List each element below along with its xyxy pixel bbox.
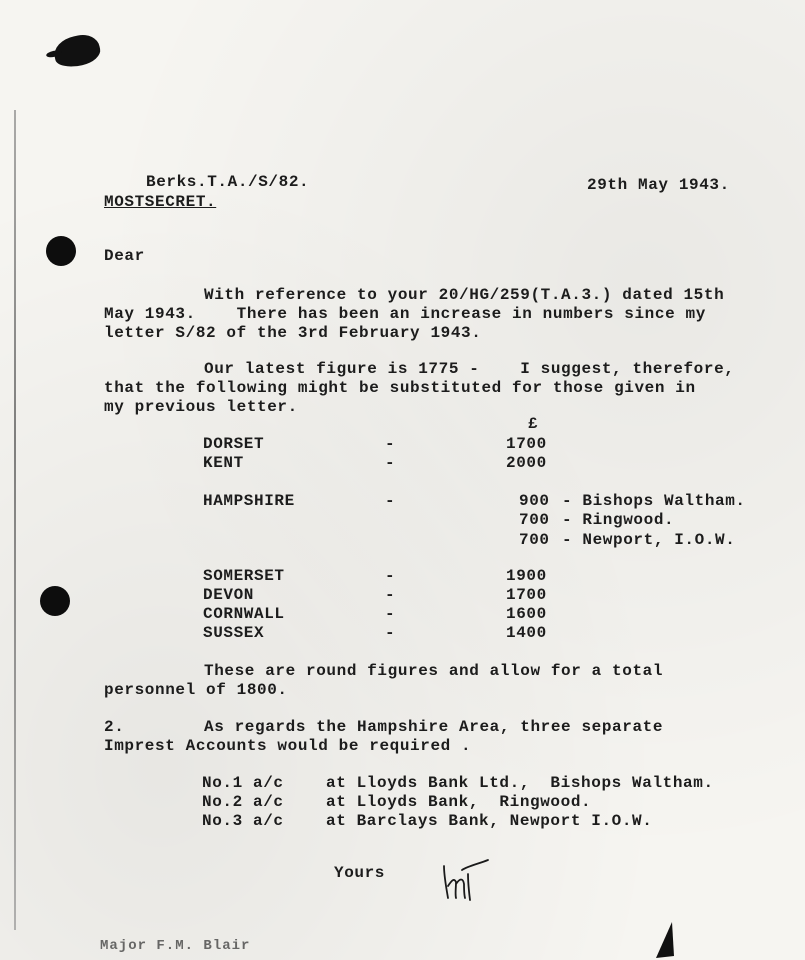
amount-value: 2000 (506, 454, 547, 472)
location-note: - Newport, I.O.W. (562, 531, 736, 549)
row-dash: - (385, 586, 396, 604)
amount-value: 1900 (506, 567, 547, 585)
currency-symbol: £ (528, 415, 539, 433)
para3-line2: personnel of 1800. (104, 681, 288, 699)
county-name: SUSSEX (203, 624, 265, 642)
row-dash: - (385, 567, 396, 585)
handwritten-initials (438, 856, 498, 906)
para1-line2: May 1943. There has been an increase in numbers since my (104, 305, 706, 323)
salutation: Dear (104, 247, 145, 265)
account-detail: at Lloyds Bank, Ringwood. (326, 793, 592, 811)
row-dash: - (385, 492, 396, 510)
account-detail: at Barclays Bank, Newport I.O.W. (326, 812, 653, 830)
para2-line1: Our latest figure is 1775 - I suggest, therefore, (204, 360, 735, 378)
county-name: HAMPSHIRE (203, 492, 295, 510)
amount-value: 900 (519, 492, 550, 510)
ink-blot (51, 32, 102, 71)
amount-value: 1600 (506, 605, 547, 623)
para4-number: 2. (104, 718, 125, 736)
row-dash: - (385, 435, 396, 453)
row-dash: - (385, 454, 396, 472)
account-label: No.1 a/c (202, 774, 284, 792)
amount-value: 1400 (506, 624, 547, 642)
para1-line3: letter S/82 of the 3rd February 1943. (104, 324, 482, 342)
amount-value: 700 (519, 511, 550, 529)
closing: Yours (334, 864, 386, 882)
para3-line1: These are round figures and allow for a total (204, 662, 664, 680)
county-name: KENT (203, 454, 244, 472)
para4-line2: Imprest Accounts would be required . (104, 737, 472, 755)
punch-hole-bottom (40, 586, 70, 616)
county-name: DORSET (203, 435, 265, 453)
footer-partial-name: Major F.M. Blair (100, 938, 251, 954)
amount-value: 700 (519, 531, 550, 549)
corner-mark (652, 916, 682, 960)
account-detail: at Lloyds Bank Ltd., Bishops Waltham. (326, 774, 714, 792)
county-name: CORNWALL (203, 605, 285, 623)
para1-line1: With reference to your 20/HG/259(T.A.3.) dated 15th (204, 286, 725, 304)
reference-number: Berks.T.A./S/82. (146, 173, 310, 191)
page-edge (14, 110, 16, 930)
para4-line1: As regards the Hampshire Area, three separate (204, 718, 664, 736)
para2-line2: that the following might be substituted for those given in (104, 379, 696, 397)
row-dash: - (385, 624, 396, 642)
county-name: SOMERSET (203, 567, 285, 585)
punch-hole-top (46, 236, 76, 266)
amount-value: 1700 (506, 435, 547, 453)
account-label: No.3 a/c (202, 812, 284, 830)
letter-date: 29th May 1943. (587, 176, 730, 194)
county-name: DEVON (203, 586, 255, 604)
classification: MOSTSECRET. (104, 193, 217, 211)
account-label: No.2 a/c (202, 793, 284, 811)
amount-value: 1700 (506, 586, 547, 604)
location-note: - Bishops Waltham. (562, 492, 746, 510)
para2-line3: my previous letter. (104, 398, 298, 416)
location-note: - Ringwood. (562, 511, 675, 529)
row-dash: - (385, 605, 396, 623)
